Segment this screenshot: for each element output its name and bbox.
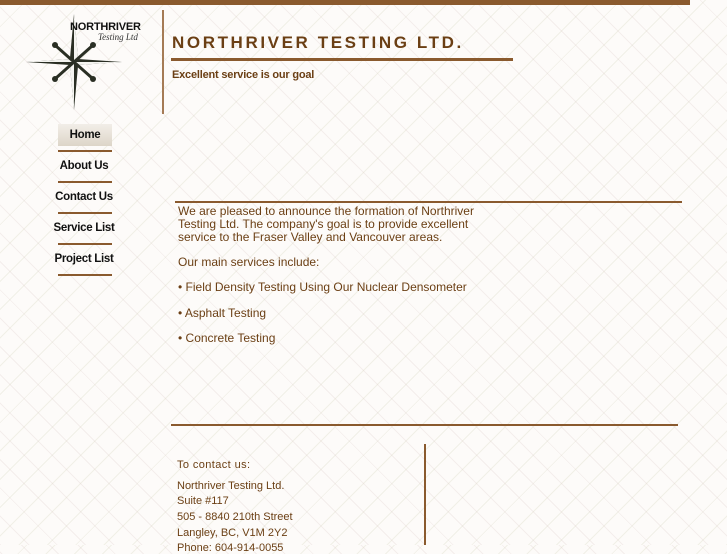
service-item: • Field Density Testing Using Our Nuclear Densometer: [178, 280, 467, 294]
contact-divider: [424, 444, 426, 545]
tagline: Excellent service is our goal: [172, 69, 315, 81]
nav-item-contact-us[interactable]: [50, 186, 118, 217]
contact-phone: Phone: 604-914-0055: [177, 542, 284, 554]
nav-item-service-list[interactable]: [50, 217, 118, 248]
nav-item-label: Service List: [53, 222, 115, 234]
contact-heading: To contact us:: [177, 459, 251, 471]
logo[interactable]: [24, 8, 154, 112]
nav-divider: [58, 181, 112, 183]
title-rule: [171, 58, 513, 61]
nav-item-home[interactable]: [50, 124, 118, 155]
page-title: NORTHRIVER TESTING LTD.: [172, 33, 464, 52]
logo-subtitle: Testing Ltd: [98, 32, 138, 42]
service-item: • Asphalt Testing: [178, 306, 267, 320]
contact-line: Langley, BC, V1M 2Y2: [177, 527, 288, 539]
intro-paragraph: We are pleased to announce the formation of Northriver Testing Ltd. The company's goal is to provide excellent service to the Fraser Valley and Vancouver areas.: [178, 204, 474, 244]
nav-divider: [58, 274, 112, 276]
logo-name: NORTHRIVER: [70, 21, 141, 33]
content-top-rule: [175, 201, 682, 203]
services-heading: Our main services include:: [178, 255, 320, 269]
service-item: • Concrete Testing: [178, 331, 276, 345]
contact-line: Suite #117: [177, 495, 229, 507]
top-bar: [0, 0, 690, 5]
nav-item-project-list[interactable]: [50, 248, 118, 279]
nav-item-label: Home: [58, 124, 112, 146]
nav-divider: [58, 243, 112, 245]
nav-divider: [58, 212, 112, 214]
nav-item-label: Project List: [54, 253, 114, 265]
nav-item-label: Contact Us: [55, 191, 113, 203]
contact-line: Northriver Testing Ltd.: [177, 480, 285, 492]
sidebar-nav: [50, 124, 118, 279]
nav-divider: [58, 150, 112, 152]
nav-item-label: About Us: [59, 160, 109, 172]
nav-item-about-us[interactable]: [50, 155, 118, 186]
content-bottom-rule: [171, 424, 678, 426]
contact-line: 505 - 8840 210th Street: [177, 511, 293, 523]
header-divider: [162, 10, 164, 114]
